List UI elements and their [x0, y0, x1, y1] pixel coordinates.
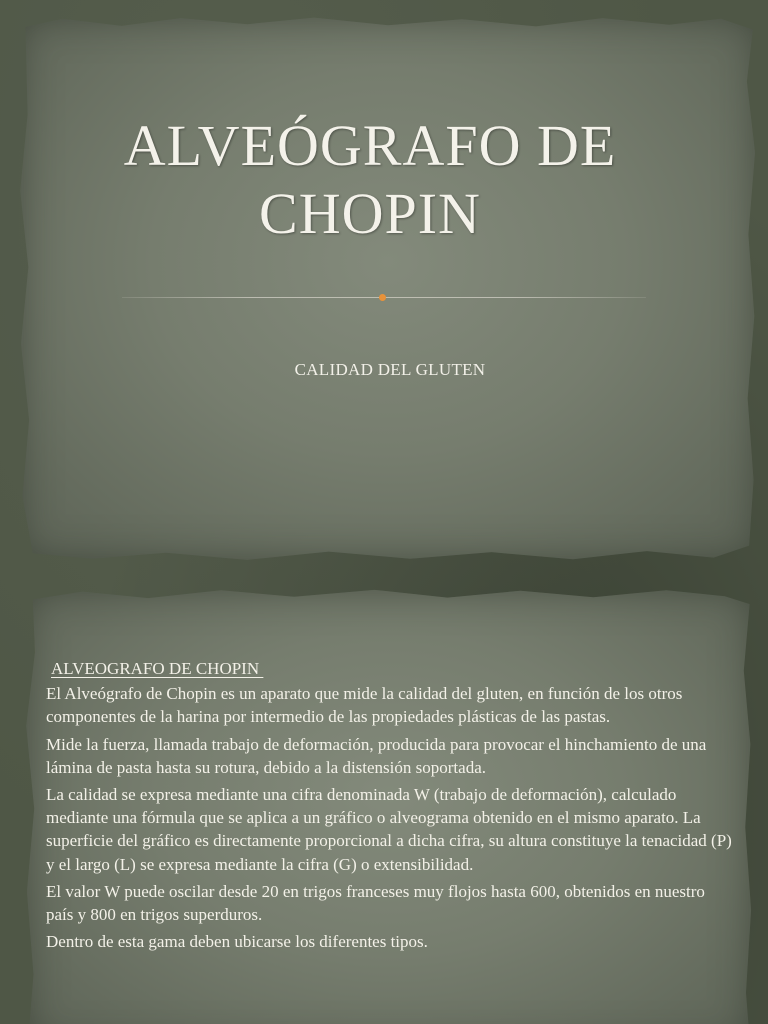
content-body [46, 657, 736, 957]
content-heading: ALVEOGRAFO DE CHOPIN [51, 659, 264, 678]
title-line-1: ALVEÓGRAFO DE [123, 113, 617, 178]
paragraph: Dentro de esta gama deben ubicarse los diferentes tipos. [46, 932, 428, 952]
paragraph: El Alveógrafo de Chopin es un aparato que mide la calidad del gluten, en función de los otros componentes de la harina por intermedio de las propiedades plásticas de las pastas. [46, 684, 683, 727]
title-slide-panel [18, 16, 758, 562]
paragraph: La calidad se expresa mediante una cifra denominada W (trabajo de deformación), calculado mediante una fórmula que se aplica a un gráfico o alveograma obtenido en el mismo aparato. La superficie del gráfico es directamente proporcional a dicha cifra, su altura constituye la tenacidad (P) y el largo (L) se expresa mediante la cifra (G) o extensibilidad. [46, 785, 732, 874]
slide-title [60, 112, 680, 248]
paragraph: Mide la fuerza, llamada trabajo de deformación, producida para provocar el hinchamiento de una lámina de pasta hasta su rotura, debido a la distensión soportada. [46, 734, 707, 777]
divider-dot-icon [379, 294, 386, 301]
title-line-2: CHOPIN [259, 181, 481, 246]
slide-subtitle: CALIDAD DEL GLUTEN [294, 360, 486, 379]
paragraph: El valor W puede oscilar desde 20 en trigos franceses muy flojos hasta 600, obtenidos en nuestro país y 800 en trigos superduros. [46, 881, 705, 925]
